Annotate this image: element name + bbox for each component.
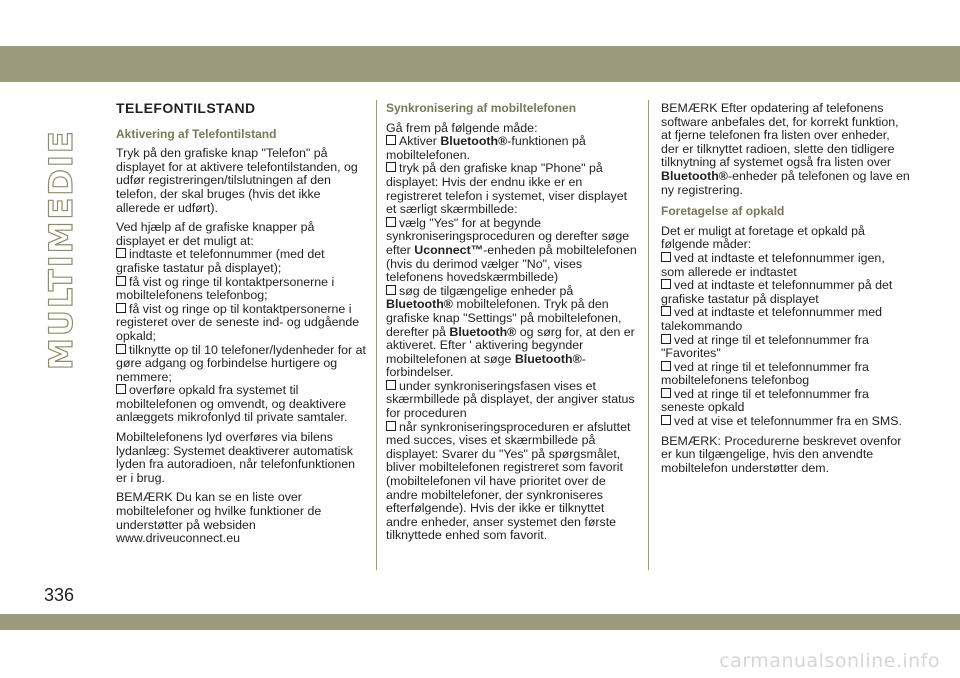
note-text: BEMÆRK Efter opdatering af telefonens software anbefales det, for korrekt funktion, at fjerne telefonen fra listen over enheder, der er tilknyttet radioen, slette den tidligere tilknytning af systemet også fra listen over <box>661 101 899 170</box>
subsection-title: Synkronisering af mobiltelefonen <box>386 101 577 115</box>
list-item <box>661 334 911 361</box>
paragraph: Gå frem på følgende måde: <box>386 120 538 135</box>
list-item <box>386 217 638 285</box>
column-divider <box>648 100 649 570</box>
list-item-text: -funktionen på mobiltelefonen. <box>386 134 586 162</box>
paragraph: Ved hjælp af de grafiske knapper på displayet er det muligt at: <box>116 220 315 248</box>
list-item-text: få vist og ringe til kontaktpersonerne i mobiltelefonens telefonbog; <box>116 274 335 303</box>
paragraph: Mobiltelefonens lyd overføres via bilens lydanlæg: Systemet deaktiverer automatisk lyden fra autoradioen, når telefonfunktionen er i brug. <box>116 430 356 485</box>
list-item-text: mobiltelefonen. Tryk på den grafiske knap "Settings" på mobiltelefonen, derefter på <box>386 297 622 339</box>
subsection-title: Aktivering af Telefontilstand <box>116 126 277 141</box>
watermark: carmanualsonline.info <box>719 650 940 672</box>
list-item <box>661 252 911 279</box>
checkbox-bullet-icon <box>661 415 671 425</box>
subsection-title: Foretagelse af opkald <box>661 204 785 219</box>
list-item-text: -forbindelser. <box>386 351 586 380</box>
list-item <box>661 388 911 415</box>
list-item-text: ved at indtaste et telefonnummer med talekommando <box>661 305 883 333</box>
bold-term: Bluetooth® <box>440 134 508 149</box>
checkbox-bullet-icon <box>661 252 671 262</box>
list-item-text: søg de tilgængelige enheder på <box>399 283 574 298</box>
checkbox-bullet-icon <box>386 217 396 227</box>
section-title: TELEFONTILSTAND <box>116 100 256 116</box>
checkbox-bullet-icon <box>116 276 126 286</box>
list-item-text: når synkroniseringsproceduren er afsluttet med succes, vises et skærmbillede på displayet: Svarer du "Yes" på spørgsmålet, bliver mobiltelefonen registreret som favorit (mobiltelefonen vil have prioritet over de andre mobiltelefoner, der synkroniseres efterfølgende). Hvis der ikke er tilknyttet andre enheder, anser systemet den første tilknyttede enhed som favorit. <box>386 419 631 543</box>
checkbox-bullet-icon <box>661 306 671 316</box>
list-item <box>116 276 366 303</box>
column-2 <box>386 100 638 543</box>
paragraph: Tryk på den grafiske knap "Telefon" på displayet for at aktivere telefontilstanden, og udfør registreringen/tilslutningen af den telefon, der skal bruges (hvis det ikke allerede er udført). <box>116 146 358 215</box>
page-number: 336 <box>44 585 75 605</box>
list-item-text: få vist og ringe op til kontaktpersonerne i registeret over de seneste ind- og udgående opkald; <box>116 301 360 343</box>
list-item <box>661 415 911 429</box>
checkbox-bullet-icon <box>386 135 396 145</box>
note-text: -enheder på telefonen og lave en ny registrering. <box>661 168 910 197</box>
checkbox-bullet-icon <box>386 380 396 390</box>
list-item-text: ved at ringe til et telefonnummer fra mobiltelefonens telefonbog <box>661 359 869 388</box>
list-item-text: vælg "Yes" for at begynde synkroniseringsproceduren og derefter søge efter <box>386 215 630 257</box>
footer-strip <box>0 614 960 630</box>
list-item-text: tryk på den grafiske knap "Phone" på displayet: Hvis der endnu ikke er en registreret telefon i systemet, viser displayet et særligt skærmbillede: <box>386 161 628 217</box>
list-item <box>661 306 911 333</box>
list-item-text: Aktiver <box>399 134 441 149</box>
list-item <box>116 303 366 344</box>
checkbox-bullet-icon <box>116 384 126 394</box>
list-item-text: ved at ringe til et telefonnummer fra seneste opkald <box>661 386 869 415</box>
list-item-text: ved at indtaste et telefonnummer igen, som allerede er indtastet <box>661 250 885 279</box>
checkbox-bullet-icon <box>116 303 126 313</box>
list-item <box>116 344 366 385</box>
list-item <box>386 135 638 162</box>
list-item <box>661 361 911 388</box>
checkbox-bullet-icon <box>386 421 396 431</box>
note-paragraph: BEMÆRK Du kan se en liste over mobiltelefoner og hvilke funktioner de understøtter på websiden www.driveuconnect.eu <box>116 490 322 546</box>
list-item <box>386 162 638 216</box>
list-item-text: indtaste et telefonnummer (med det grafiske tastatur på displayet); <box>116 247 325 275</box>
side-label-text: MULTIMEDIE <box>42 129 80 370</box>
list-item-text: overføre opkald fra systemet til mobiltelefonen og omvendt, og deaktivere anlæggets mikrofonlyd til private samtaler. <box>116 383 348 425</box>
bold-term: Bluetooth® <box>449 324 517 339</box>
list-item-text: -enheden på mobiltelefonen (hvis du derimod vælger "No", vises telefonens hovedskærmbillede) <box>386 242 637 285</box>
note-paragraph: BEMÆRK: Procedurerne beskrevet ovenfor er kun tilgængelige, hvis den anvendte mobiltelefon understøtter dem. <box>661 433 902 475</box>
list-item-text: ved at indtaste et telefonnummer på det grafiske tastatur på displayet <box>661 278 893 306</box>
column-divider <box>376 100 377 570</box>
header-strip <box>0 46 960 82</box>
list-item <box>386 285 638 380</box>
checkbox-bullet-icon <box>661 361 671 371</box>
list-item-text: under synkroniseringsfasen vises et skærmbillede på displayet, der angiver status for proceduren <box>386 378 635 421</box>
header-band <box>0 0 960 84</box>
list-item-text: ved at ringe til et telefonnummer fra "Favorites" <box>661 332 869 361</box>
checkbox-bullet-icon <box>386 285 396 295</box>
checkbox-bullet-icon <box>116 344 126 354</box>
column-3 <box>661 100 911 481</box>
section-side-label <box>42 129 84 370</box>
column-1 <box>116 100 366 552</box>
checkbox-bullet-icon <box>386 162 396 172</box>
list-item-text: og sørg for, at den er aktiveret. Efter ' aktivering begynder mobiltelefonen at søge <box>386 324 635 366</box>
checkbox-bullet-icon <box>116 248 126 258</box>
checkbox-bullet-icon <box>661 388 671 398</box>
checkbox-bullet-icon <box>661 334 671 344</box>
list-item <box>661 279 911 306</box>
paragraph: Det er muligt at foretage et opkald på følgende måder: <box>661 223 865 252</box>
list-item-text: tilknytte op til 10 telefoner/lydenheder for at gøre adgang og forbindelse hurtigere og nemmere; <box>116 342 366 384</box>
note-paragraph <box>661 102 911 197</box>
bold-term: Uconnect™ <box>414 242 484 257</box>
list-item <box>386 380 638 421</box>
list-item <box>116 248 366 275</box>
list-item <box>386 421 638 543</box>
bold-term: Bluetooth® <box>661 168 728 183</box>
bold-term: Bluetooth® <box>514 351 582 366</box>
list-item-text: ved at vise et telefonnummer fra en SMS. <box>674 414 902 429</box>
checkbox-bullet-icon <box>661 279 671 289</box>
list-item <box>116 384 366 425</box>
bold-term: Bluetooth® <box>386 297 453 312</box>
